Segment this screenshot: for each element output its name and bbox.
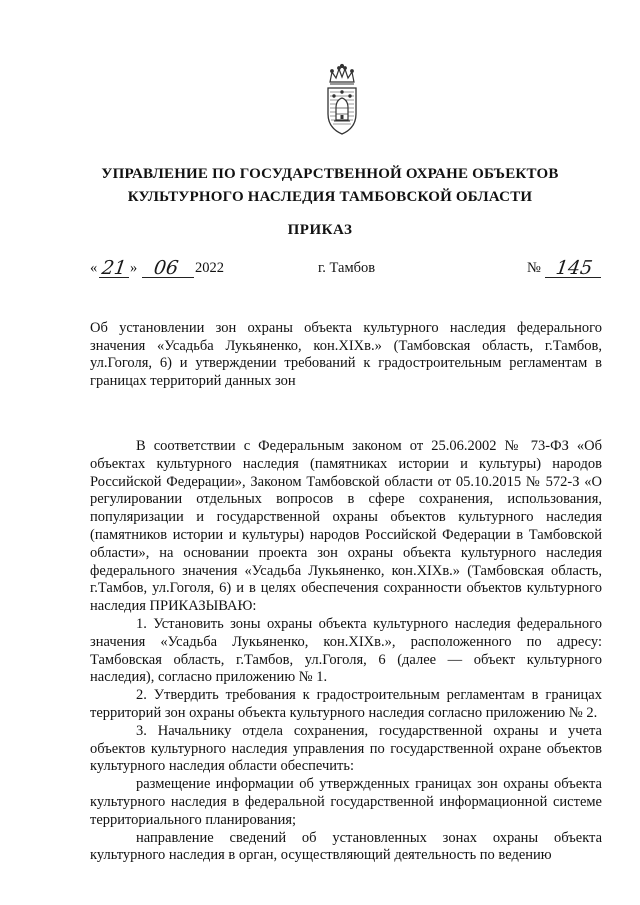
agency-name-line-2: КУЛЬТУРНОГО НАСЛЕДИЯ ТАМБОВСКОЙ ОБЛАСТИ — [127, 189, 533, 205]
document-type-title: ПРИКАЗ — [287, 222, 353, 238]
agency-name — [60, 163, 600, 209]
date-number-row — [90, 255, 602, 281]
item-3-paragraph: 3. Начальнику отдела сохранения, государственной охраны и учета объектов культурного наследия управления по государственной охране объектов культурного наследия области обеспечить: — [90, 722, 602, 775]
item-2-paragraph: 2. Утвердить требования к градостроительным регламентам в границах территорий зон охраны объекта культурного наследия согласно приложению № 2. — [90, 687, 602, 721]
city-name: г. Тамбов — [318, 260, 376, 276]
item-3-subitem-2: направление сведений об установленных зонах охраны объекта культурного наследия в орган, осуществляющий деятельность по ведению — [90, 829, 602, 864]
date-quote-open: « — [90, 260, 98, 276]
date-quote-close: » — [130, 260, 138, 276]
document-number: 145 — [554, 257, 594, 279]
coat-of-arms-emblem — [314, 62, 370, 142]
document-subject: Об установлении зон охраны объекта культурного наследия федерального значения «Усадьба Лукьяненко, кон.XIXв.» (Тамбовская область, г.Тамбов, ул.Гоголя, 6) и утверждении требований к градостроительным регламентам в границах территорий данных зон — [90, 320, 602, 389]
preamble-paragraph: В соответствии с Федеральным законом от 25.06.2002 № 73-ФЗ «Об объектах культурного наследия (памятниках истории и культуры) народов Российской Федерации», Законом Тамбовской области от 05.10.2015 № 572-З «О регулировании отдельных вопросов в сфере сохранения, использования, популяризации и государственной охраны объектов культурного наследия (памятников истории и культуры) народов Российской Федерации в Тамбовской области», на основании проекта зон охраны объекта культурного наследия федерального значения «Усадьба Лукьяненко, кон.XIXв.» (Тамбовская область, г.Тамбов, ул.Гоголя, 6) и в целях обеспечения сохранности объектов культурного наследия ПРИКАЗЫВАЮ: — [90, 438, 602, 615]
agency-name-line-1: УПРАВЛЕНИЕ ПО ГОСУДАРСТВЕННОЙ ОХРАНЕ ОБЪЕКТОВ — [101, 166, 559, 182]
date-month: 06 — [152, 257, 180, 279]
date-year: 2022 — [195, 260, 224, 276]
document-body — [90, 438, 602, 865]
item-1-paragraph: 1. Установить зоны охраны объекта культурного наследия федерального значения «Усадьба Лукьяненко, кон.XIXв.», расположенного по адресу: Тамбовская область, г.Тамбов, ул.Гоголя, 6 (далее — объект культурного наследия), согласно приложению № 1. — [90, 615, 602, 686]
item-3-subitem-1: размещение информации об утвержденных границах зон охраны объекта культурного наследия в федеральной государственной информационной системе территориального планирования; — [90, 776, 602, 828]
date-day: 21 — [100, 257, 128, 279]
tambov-coat-of-arms-icon — [314, 62, 370, 142]
number-label: № — [527, 260, 541, 276]
